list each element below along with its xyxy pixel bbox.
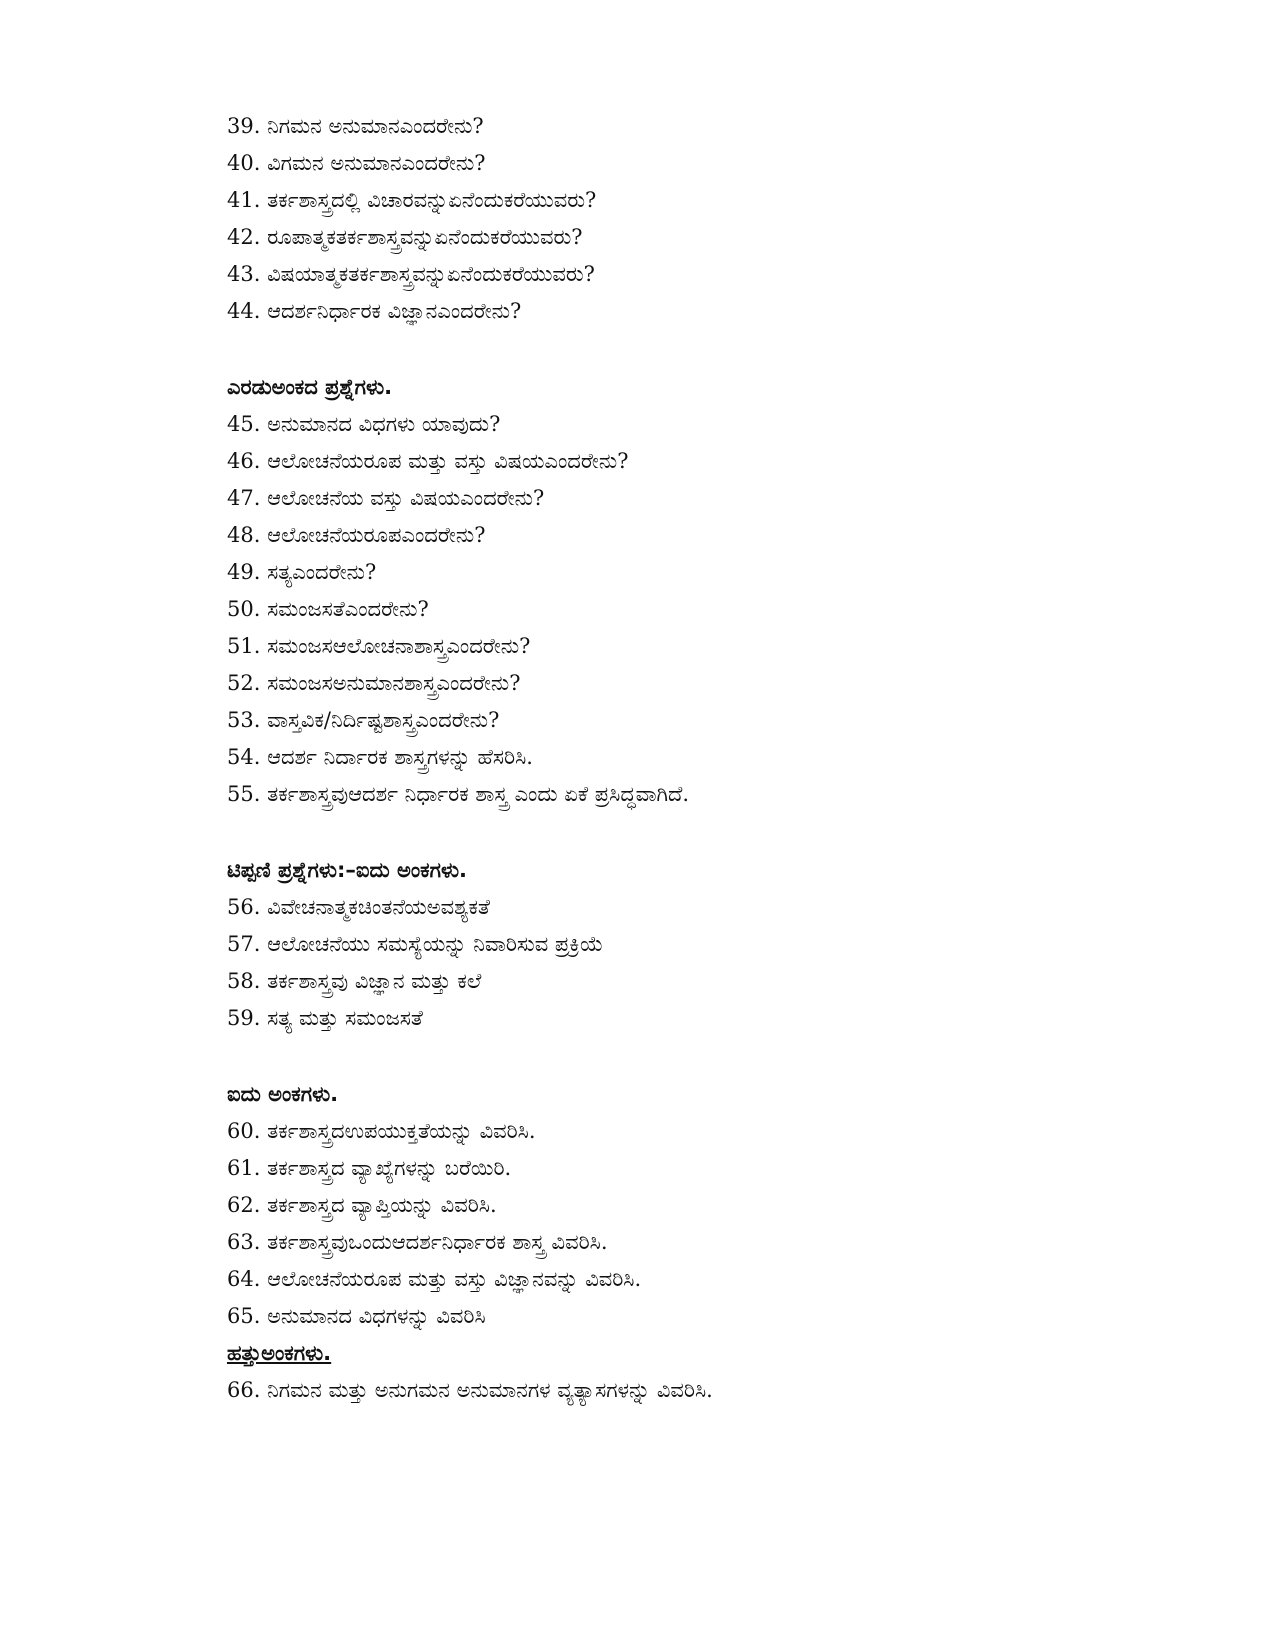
question-item: 52. ಸಮಂಜಸಅನುಮಾನಶಾಸ್ತ್ರಎಂದರೇನು?: [227, 671, 521, 695]
question-item: 64. ಆಲೋಚನೆಯರೂಪ ಮತ್ತು ವಸ್ತು ವಿಜ್ಞಾನವನ್ನು ವಿವರಿಸಿ.: [227, 1267, 642, 1291]
question-item: 39. ನಿಗಮನ ಅನುಮಾನಎಂದರೇನು?: [227, 114, 484, 138]
question-item: 65. ಅನುಮಾನದ ವಿಧಗಳನ್ನು ವಿವರಿಸಿ: [227, 1304, 486, 1328]
question-item: 48. ಆಲೋಚನೆಯರೂಪಎಂದರೇನು?: [227, 523, 486, 547]
question-item: 60. ತರ್ಕಶಾಸ್ತ್ರದಉಪಯುಕ್ತತೆಯನ್ನು ವಿವರಿಸಿ.: [227, 1119, 536, 1143]
question-item: 59. ಸತ್ಯ ಮತ್ತು ಸಮಂಜಸತೆ: [227, 1006, 423, 1030]
question-item: 44. ಆದರ್ಶನಿರ್ಧಾರಕ ವಿಜ್ಞಾನಎಂದರೇನು?: [227, 299, 522, 323]
question-item: 62. ತರ್ಕಶಾಸ್ತ್ರದ ವ್ಯಾಪ್ತಿಯನ್ನು ವಿವರಿಸಿ.: [227, 1193, 497, 1217]
question-item: 43. ವಿಷಯಾತ್ಮಕತರ್ಕಶಾಸ್ತ್ರವನ್ನುಏನೆಂದುಕರೆಯುವರು?: [227, 262, 595, 286]
section-heading-notes: ಟಿಪ್ಪಣಿ ಪ್ರಶ್ನೆಗಳು:–ಐದು ಅಂಕಗಳು.: [227, 858, 468, 882]
question-item: 40. ವಿಗಮನ ಅನುಮಾನಎಂದರೇನು?: [227, 151, 486, 175]
question-item: 57. ಆಲೋಚನೆಯು ಸಮಸ್ಯೆಯನ್ನು ನಿವಾರಿಸುವ ಪ್ರಕ್ರಿಯೆ: [227, 932, 604, 956]
question-item: 46. ಆಲೋಚನೆಯರೂಪ ಮತ್ತು ವಸ್ತು ವಿಷಯಎಂದರೇನು?: [227, 449, 629, 473]
question-item: 58. ತರ್ಕಶಾಸ್ತ್ರವು ವಿಜ್ಞಾನ ಮತ್ತು ಕಲೆ: [227, 969, 482, 993]
section-heading-two-marks: ಎರಡುಅಂಕದ ಪ್ರಶ್ನೆಗಳು.: [227, 375, 393, 399]
question-item: 42. ರೂಪಾತ್ಮಕತರ್ಕಶಾಸ್ತ್ರವನ್ನುಏನೆಂದುಕರೆಯುವರು?: [227, 225, 583, 249]
question-item: 49. ಸತ್ಯಎಂದರೇನು?: [227, 560, 377, 584]
section-heading-ten-marks: ಹತ್ತುಅಂಕಗಳು.: [227, 1341, 332, 1365]
question-item: 53. ವಾಸ್ತವಿಕ/ನಿರ್ದಿಷ್ಟಶಾಸ್ತ್ರಎಂದರೇನು?: [227, 708, 500, 732]
question-item: 66. ನಿಗಮನ ಮತ್ತು ಅನುಗಮನ ಅನುಮಾನಗಳ ವ್ಯತ್ಯಾಸಗಳನ್ನು ವಿವರಿಸಿ.: [227, 1378, 713, 1402]
question-item: 63. ತರ್ಕಶಾಸ್ತ್ರವುಒಂದುಆದರ್ಶನಿರ್ಧಾರಕ ಶಾಸ್ತ್ರ ವಿವರಿಸಿ.: [227, 1230, 608, 1254]
question-item: 61. ತರ್ಕಶಾಸ್ತ್ರದ ವ್ಯಾಖ್ಯೆಗಳನ್ನು ಬರೆಯಿರಿ.: [227, 1156, 512, 1180]
question-item: 41. ತರ್ಕಶಾಸ್ತ್ರದಲ್ಲಿ ವಿಚಾರವನ್ನುಏನೆಂದುಕರೆಯುವರು?: [227, 188, 597, 212]
question-item: 45. ಅನುಮಾನದ ವಿಧಗಳು ಯಾವುದು?: [227, 412, 501, 436]
question-item: 54. ಆದರ್ಶ ನಿರ್ದಾರಕ ಶಾಸ್ತ್ರಗಳನ್ನು ಹೆಸರಿಸಿ.: [227, 745, 533, 769]
question-item: 50. ಸಮಂಜಸತೆಎಂದರೇನು?: [227, 597, 429, 621]
question-item: 56. ವಿವೇಚನಾತ್ಮಕಚಿಂತನೆಯಅವಶ್ಯಕತೆ: [227, 895, 490, 919]
question-item: 51. ಸಮಂಜಸಆಲೋಚನಾಶಾಸ್ತ್ರಎಂದರೇನು?: [227, 634, 531, 658]
question-item: 55. ತರ್ಕಶಾಸ್ತ್ರವುಆದರ್ಶ ನಿರ್ಧಾರಕ ಶಾಸ್ತ್ರ ಎಂದು ಏಕೆ ಪ್ರಸಿದ್ಧವಾಗಿದೆ.: [227, 782, 690, 806]
section-heading-five-marks: ಐದು ಅಂಕಗಳು.: [227, 1082, 339, 1106]
question-item: 47. ಆಲೋಚನೆಯ ವಸ್ತು ವಿಷಯಎಂದರೇನು?: [227, 486, 545, 510]
